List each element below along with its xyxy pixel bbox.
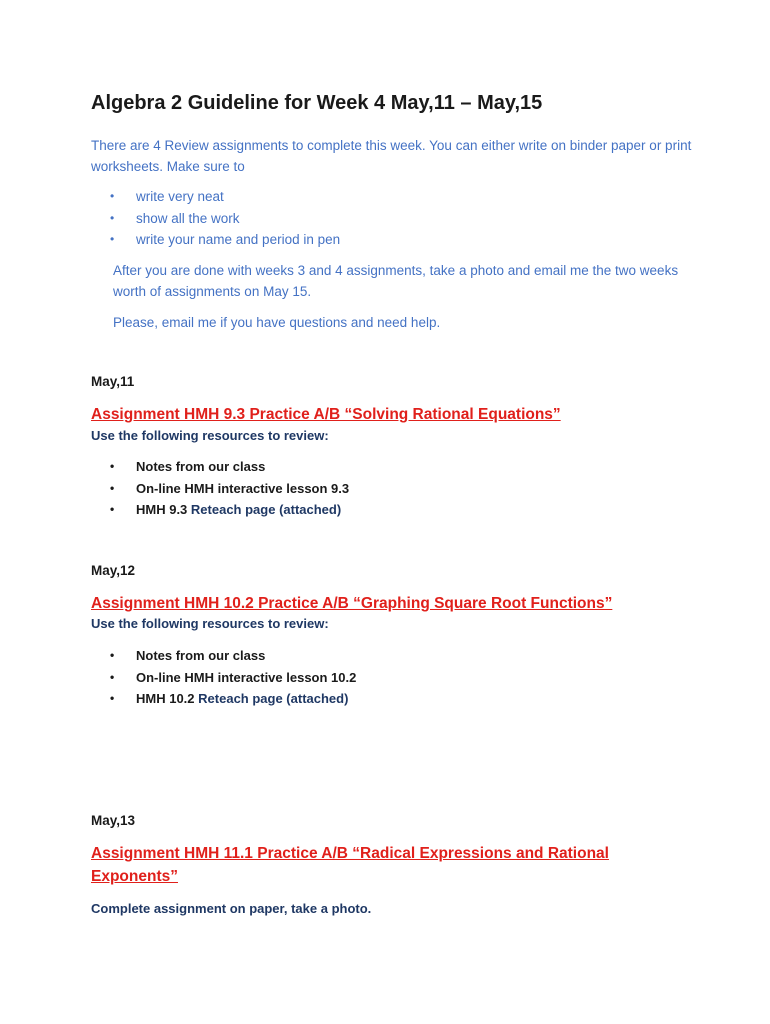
- assignment-title: Assignment HMH 9.3 Practice A/B “Solving Rational Equations”: [91, 406, 561, 423]
- bullet-icon: •: [110, 210, 115, 225]
- bullet-icon: •: [110, 459, 115, 473]
- resources-list: [110, 456, 349, 521]
- list-item: • On-line HMH interactive lesson 9.3: [110, 478, 349, 500]
- reteach-page-link: Reteach page (attached): [190, 502, 342, 517]
- list-item: • HMH 10.2 Reteach page (attached): [110, 688, 356, 710]
- date-heading: May,11: [91, 374, 135, 389]
- assignment-title: Assignment HMH 10.2 Practice A/B “Graphing Square Root Functions”: [91, 595, 613, 612]
- help-note: Please, email me if you have questions and need help.: [113, 315, 441, 330]
- complete-note: Complete assignment on paper, take a photo.: [91, 901, 372, 916]
- date-heading: May,12: [91, 563, 136, 578]
- assignment-title: Assignment HMH 11.1 Practice A/B “Radical Expressions and Rational Exponents”: [91, 845, 609, 885]
- list-item: • write very neat: [110, 186, 340, 208]
- bullet-icon: •: [110, 669, 115, 684]
- bullet-icon: •: [110, 189, 115, 203]
- page-title: Algebra 2 Guideline for Week 4 May,11 – May,15: [91, 92, 543, 114]
- list-item: • Notes from our class: [110, 645, 356, 667]
- list-item: • On-line HMH interactive lesson 10.2: [110, 667, 356, 689]
- resources-label: Use the following resources to review:: [91, 616, 329, 631]
- after-note: After you are done with weeks 3 and 4 assignments, take a photo and email me the two weeks worth of assignments on May 15.: [113, 263, 679, 299]
- resources-list: [110, 645, 356, 710]
- bullet-icon: •: [110, 480, 115, 495]
- bullet-icon: •: [110, 232, 115, 246]
- resources-label: Use the following resources to review:: [91, 428, 329, 443]
- bullet-icon: •: [110, 691, 115, 705]
- list-item: • show all the work: [110, 208, 340, 230]
- intro-paragraph: There are 4 Review assignments to complete this week. You can either write on binder paper or print worksheets. Make sure to: [91, 138, 692, 174]
- date-heading: May,13: [91, 813, 136, 828]
- bullet-icon: •: [110, 502, 115, 516]
- list-item: • HMH 9.3 Reteach page (attached): [110, 499, 349, 521]
- instructions-list: [110, 186, 340, 251]
- list-item: • Notes from our class: [110, 456, 349, 478]
- bullet-icon: •: [110, 648, 115, 662]
- reteach-page-link: Reteach page (attached): [198, 691, 349, 706]
- list-item: • write your name and period in pen: [110, 229, 340, 251]
